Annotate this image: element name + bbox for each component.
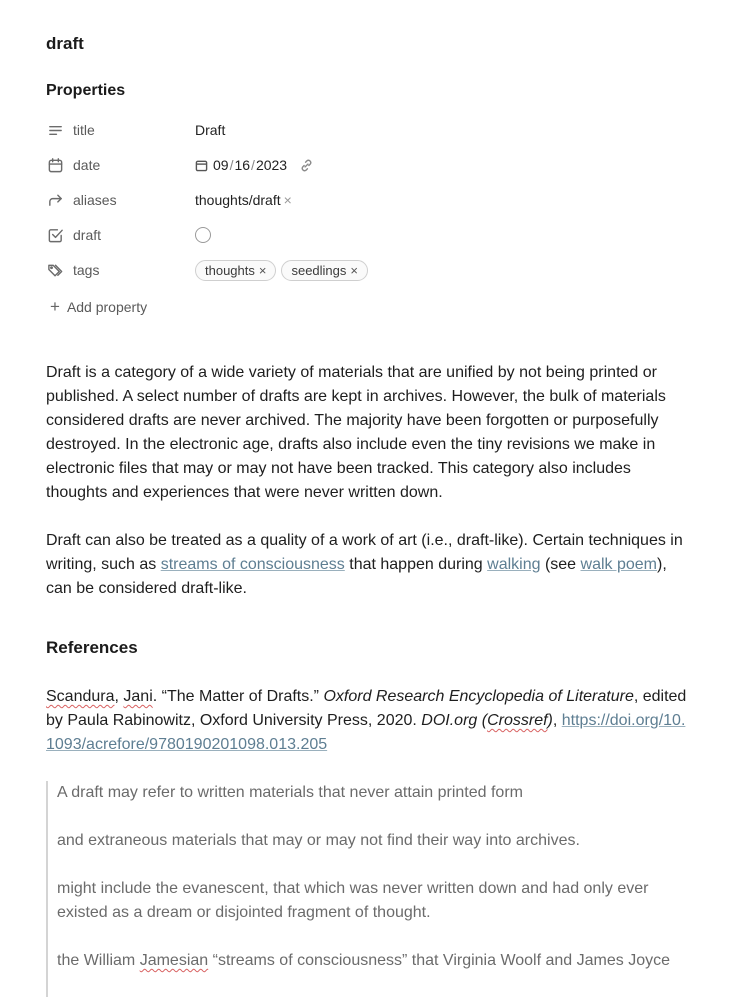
date-separator: / xyxy=(251,157,255,173)
paragraph-text: ), can be considered draft-like. xyxy=(46,556,667,597)
citation-text: , xyxy=(552,712,562,729)
internal-link-walking[interactable]: walking xyxy=(487,556,541,573)
internal-link-walk-poem[interactable]: walk poem xyxy=(580,556,657,573)
remove-alias-icon[interactable]: × xyxy=(283,192,292,208)
citation-text: , xyxy=(114,688,124,705)
property-value-title[interactable]: Draft xyxy=(195,122,226,138)
link-icon[interactable] xyxy=(299,158,319,173)
tags-value xyxy=(195,260,373,281)
quote-line: A draft may refer to written materials that never attain printed form xyxy=(57,784,523,801)
property-row-date xyxy=(46,151,691,179)
remove-tag-icon[interactable]: × xyxy=(258,262,267,278)
quote-line: the William Jamesian “streams of consciousness” that Virginia Woolf and James Joyce xyxy=(57,952,671,969)
doi-link[interactable]: https://doi.org/10.1093/acrefore/9780190201098.013.205 xyxy=(46,712,686,753)
paragraph-1[interactable]: Draft is a category of a wide variety of materials that are unified by not being printed or published. A select number of drafts are kept in archives. However, the bulk of materials considered drafts are never archived. The majority have been forgotten or purposefully destroyed. In the electronic age, drafts also include even the tiny revisions we make in electronic files that may or may not have been tracked. This category also includes thoughts and experiences that were never written down. xyxy=(46,364,666,501)
tags-icon xyxy=(46,261,64,279)
draft-checkbox[interactable] xyxy=(195,227,211,243)
tag-label: seedlings xyxy=(291,262,347,278)
checkbox-checked-icon xyxy=(46,226,64,244)
citation-journal: Oxford Research Encyclopedia of Literature xyxy=(323,688,634,705)
property-row-tags xyxy=(46,256,691,284)
tag-pill[interactable] xyxy=(281,260,368,281)
quote-line: and extraneous materials that may or may not find their way into archives. xyxy=(57,832,580,849)
references-heading[interactable]: References xyxy=(46,638,138,657)
date-year: 2023 xyxy=(255,157,288,173)
forward-arrow-icon xyxy=(46,191,64,209)
date-day: 16 xyxy=(234,157,251,173)
property-key-aliases[interactable] xyxy=(46,191,195,209)
citation-author-first: Jani xyxy=(123,688,153,705)
citation-doi-label: DOI.org (Crossref) xyxy=(421,712,553,729)
small-calendar-icon xyxy=(195,159,208,172)
property-row-aliases xyxy=(46,186,691,214)
alias-text: thoughts/draft xyxy=(195,192,281,208)
quote-line: might include the evanescent, that which was never written down and had only ever existed as a dream or disjointed fragment of thought. xyxy=(57,880,649,921)
remove-tag-icon[interactable]: × xyxy=(350,262,358,278)
paragraph-2[interactable] xyxy=(46,529,691,601)
property-key-label: aliases xyxy=(73,192,117,208)
paragraph-text: (see xyxy=(540,556,581,573)
citation-title: . “The Matter of Drafts.” xyxy=(152,688,324,705)
note-title[interactable]: draft xyxy=(46,34,84,53)
draft-value xyxy=(195,227,211,243)
paragraph-text: that happen during xyxy=(344,556,488,573)
property-key-label: tags xyxy=(73,262,100,278)
blockquote[interactable] xyxy=(46,781,702,997)
tag-label: thoughts xyxy=(205,262,255,278)
property-key-label: title xyxy=(73,122,95,138)
property-key-tags[interactable] xyxy=(46,261,195,279)
property-key-date[interactable] xyxy=(46,156,195,174)
properties-heading[interactable]: Properties xyxy=(46,82,126,99)
text-lines-icon xyxy=(46,121,64,139)
citation-text: , edited by Paula Rabinowitz, Oxford University Press, 2020. xyxy=(46,688,687,729)
citation[interactable] xyxy=(46,685,691,757)
property-key-label: date xyxy=(73,157,101,173)
property-key-title[interactable] xyxy=(46,121,195,139)
date-separator: / xyxy=(229,157,234,173)
citation-author-last: Scandura xyxy=(46,688,115,705)
add-property-button[interactable] xyxy=(50,298,147,315)
date-month: 09 xyxy=(213,157,229,173)
plus-icon: + xyxy=(50,297,60,316)
date-picker[interactable] xyxy=(195,157,319,173)
property-key-draft[interactable] xyxy=(46,226,195,244)
add-property-label: Add property xyxy=(66,298,148,315)
property-key-label: draft xyxy=(73,227,102,243)
internal-link-streams-of-consciousness[interactable]: streams of consciousness xyxy=(160,556,345,573)
property-row-draft xyxy=(46,221,691,249)
alias-pill[interactable] xyxy=(195,192,292,208)
tag-pill[interactable] xyxy=(195,260,276,281)
calendar-icon xyxy=(46,156,64,174)
paragraph-text: Draft can also be treated as a quality of a work of art (i.e., draft-like). Certain techniques in writing, such as xyxy=(46,532,683,573)
property-row-title xyxy=(46,116,691,144)
